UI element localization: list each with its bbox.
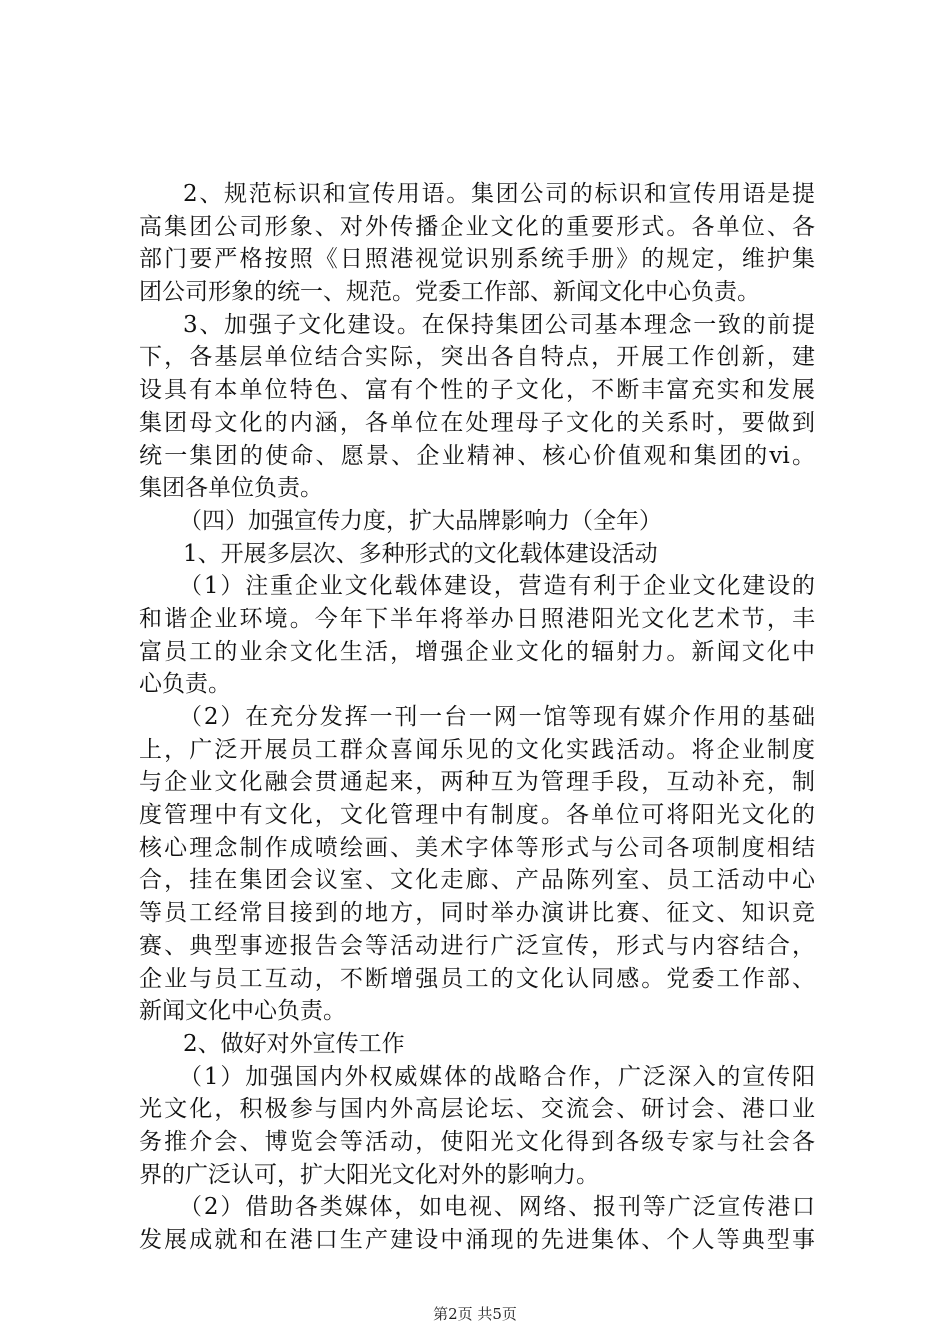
paragraph-line: 光文化，积极参与国内外高层论坛、交流会、研讨会、港口业 (139, 1096, 815, 1123)
paragraph-line: 和谐企业环境。今年下半年将举办日照港阳光文化艺术节，丰 (139, 605, 815, 632)
paragraph-line: 务推介会、博览会等活动，使阳光文化得到各级专家与社会各 (139, 1128, 815, 1155)
section-heading: （四）加强宣传力度，扩大品牌影响力（全年） (179, 507, 662, 534)
paragraph-line: （2）借助各类媒体，如电视、网络、报刊等广泛宣传港口 (179, 1194, 815, 1221)
body-text (139, 178, 815, 1257)
subsection-heading: 2、做好对外宣传工作 (183, 1030, 405, 1057)
paragraph-line: （1）注重企业文化载体建设，营造有利于企业文化建设的 (179, 573, 815, 600)
paragraph-line: 统一集团的使命、愿景、企业精神、核心价值观和集团的vi。 (139, 442, 815, 469)
paragraph-line: 集团各单位负责。 (139, 475, 323, 502)
paragraph-line: 上，广泛开展员工群众喜闻乐见的文化实践活动。将企业制度 (139, 736, 815, 763)
paragraph-line: 发展成就和在港口生产建设中涌现的先进集体、个人等典型事 (139, 1227, 815, 1253)
paragraph-line: 3、加强子文化建设。在保持集团公司基本理念一致的前提 (183, 311, 815, 338)
paragraph-line: 赛、典型事迹报告会等活动进行广泛宣传，形式与内容结合， (139, 932, 815, 959)
paragraph-line: 度管理中有文化，文化管理中有制度。各单位可将阳光文化的 (139, 802, 815, 829)
paragraph-line: 2、规范标识和宣传用语。集团公司的标识和宣传用语是提 (183, 181, 815, 207)
paragraph-line: 界的广泛认可，扩大阳光文化对外的影响力。 (139, 1161, 599, 1188)
paragraph-line: 新闻文化中心负责。 (139, 998, 346, 1025)
paragraph-line: 下，各基层单位结合实际，突出各自特点，开展工作创新，建 (139, 344, 815, 371)
paragraph-line: 合，挂在集团会议室、文化走廊、产品陈列室、员工活动中心 (139, 867, 815, 894)
paragraph-line: 与企业文化融会贯通起来，两种互为管理手段，互动补充，制 (139, 769, 815, 796)
paragraph-line: 团公司形象的统一、规范。党委工作部、新闻文化中心负责。 (139, 279, 760, 306)
paragraph-line: 部门要严格按照《日照港视觉识别系统手册》的规定，维护集 (139, 246, 815, 273)
paragraph-line: （2）在充分发挥一刊一台一网一馆等现有媒介作用的基础 (179, 704, 815, 730)
paragraph-line: 心负责。 (139, 671, 231, 698)
paragraph-line: 高集团公司形象、对外传播企业文化的重要形式。各单位、各 (139, 213, 815, 240)
subsection-heading: 1、开展多层次、多种形式的文化载体建设活动 (183, 540, 658, 567)
paragraph-line: 设具有本单位特色、富有个性的子文化，不断丰富充实和发展 (139, 377, 815, 404)
paragraph-line: 集团母文化的内涵，各单位在处理母子文化的关系时，要做到 (139, 409, 815, 436)
paragraph-line: 核心理念制作成喷绘画、美术字体等形式与公司各项制度相结 (139, 834, 815, 861)
paragraph-line: 富员工的业余文化生活，增强企业文化的辐射力。新闻文化中 (139, 638, 815, 665)
page-footer: 第2页 共5页 (433, 1305, 517, 1323)
paragraph-line: （1）加强国内外权威媒体的战略合作，广泛深入的宣传阳 (179, 1063, 815, 1090)
paragraph-line: 企业与员工互动，不断增强员工的文化认同感。党委工作部、 (139, 965, 815, 992)
paragraph-line: 等员工经常目接到的地方，同时举办演讲比赛、征文、知识竞 (139, 900, 815, 927)
